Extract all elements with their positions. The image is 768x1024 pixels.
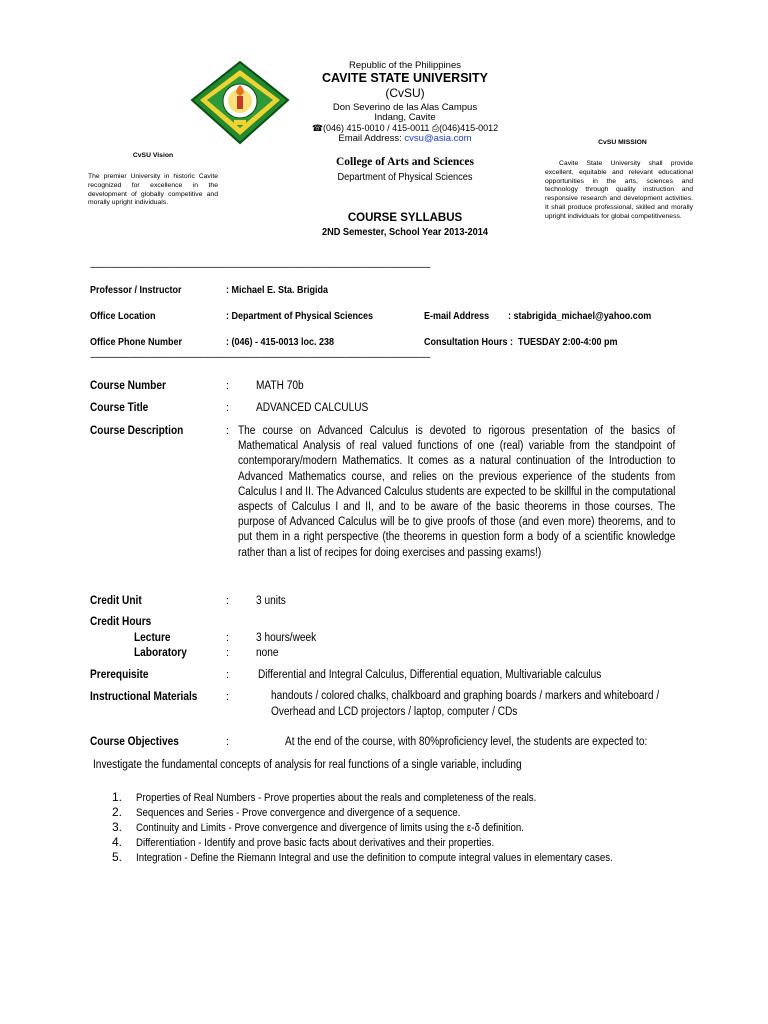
colon: : — [226, 669, 230, 681]
objectives-lead: Investigate the fundamental concepts of analysis for real functions of a single variable, including — [93, 759, 522, 771]
campus-text: Don Severino de las Alas Campus — [332, 102, 478, 113]
credit-unit-value: 3 units — [256, 595, 286, 607]
laboratory-value: none — [256, 647, 279, 659]
course-objectives-label: Course Objectives — [90, 736, 179, 748]
list-number: 5. — [112, 850, 123, 864]
prerequisite-label: Prerequisite — [90, 669, 149, 681]
credit-hours-label: Credit Hours — [90, 616, 152, 628]
list-text: Properties of Real Numbers - Prove properties about the reals and completeness of the reals. — [136, 792, 537, 804]
list-item — [112, 805, 712, 820]
office-phone-label: Office Phone Number — [90, 337, 183, 348]
list-number: 4. — [112, 835, 123, 849]
office-location-label: Office Location — [90, 311, 156, 322]
list-number: 2. — [112, 805, 123, 819]
prerequisite-value: Differential and Integral Calculus, Differential equation, Multivariable calculus — [258, 669, 602, 681]
document-title: COURSE SYLLABUS — [347, 212, 463, 224]
list-text: Differentiation - Identify and prove basic facts about derivatives and their properties. — [136, 837, 495, 849]
list-text: Integration - Define the Riemann Integral and use the definition to compute integral values in elementary cases. — [136, 852, 613, 864]
vision-title: CvSU Vision — [132, 152, 174, 159]
course-description-label: Course Description — [90, 425, 184, 437]
colon: : — [226, 691, 230, 703]
colon: : — [226, 402, 230, 414]
lecture-label: Lecture — [134, 632, 171, 644]
town-text: Indang, Cavite — [374, 112, 436, 123]
list-item — [112, 850, 712, 865]
email-link[interactable]: cvsu@asia.com — [404, 133, 472, 144]
colon: : — [226, 632, 230, 644]
colon: : — [226, 425, 230, 437]
course-title-value: ADVANCED CALCULUS — [256, 402, 369, 414]
list-item — [112, 790, 712, 805]
email-address-value: : stabrigida_michael@yahoo.com — [508, 311, 652, 322]
colon: : — [226, 380, 230, 392]
course-number-value: MATH 70b — [256, 380, 304, 392]
republic-text: Republic of the Philippines — [349, 60, 461, 71]
colon: : — [226, 647, 230, 659]
list-text: Continuity and Limits - Prove convergence and divergence of limits using the ε-δ definition. — [136, 822, 524, 834]
semester-text: 2ND Semester, School Year 2013-2014 — [321, 227, 489, 238]
office-phone-value: : (046) - 415-0013 loc. 238 — [226, 337, 335, 348]
consultation-hours-value: TUESDAY 2:00-4:00 pm — [518, 337, 618, 348]
objectives-intro: At the end of the course, with 80%proficiency level, the students are expected to: — [285, 736, 648, 748]
consultation-hours-label: Consultation Hours : — [424, 337, 514, 348]
credit-unit-label: Credit Unit — [90, 595, 142, 607]
colon: : — [226, 595, 230, 607]
materials-line-2: Overhead and LCD projectors / laptop, computer / CDs — [271, 706, 518, 718]
objectives-list — [112, 790, 712, 865]
mission-text: Cavite State University shall provide excellent, equitable and relevant educational opportunities in the arts, sciences and technology through quality instruction and responsive research and development activities. It shall produce professional, skilled and morally upright individuals for global competitiveness. — [545, 160, 693, 220]
professor-label: Professor / Instructor — [90, 285, 182, 296]
divider-top: ------------------------------------------------------------------------------------------------------------------------------------------------------------------ — [90, 262, 430, 272]
divider-bottom: ------------------------------------------------------------------------------------------------------------------------------------------------------------------ — [90, 352, 430, 362]
department-name: Department of Physical Sciences — [337, 172, 473, 183]
course-description-text: The course on Advanced Calculus is devoted to rigorous presentation of the basics of Mathematical Analysis of real valued functions of one (real) variable from the standpoint of contemporary/modern Mathematics. It comes as a natural continuation of the Introduction to Advanced Mathematics course, and relies on the previous experience of the students from Calculus I and II. The Advanced Calculus students are expected to be skillful in the computational aspects of Calculus I and II, and to be aware of the basic theorems in those courses. The purpose of Advanced Calculus will be to give proofs of those (and even more) theorems, and to put them in a right perspective (the theorems in question form a body of a scientific knowledge rather than a list of recipes for doing exercises and passing exams!) — [238, 425, 676, 559]
college-name: College of Arts and Sciences — [336, 156, 474, 168]
university-name: CAVITE STATE UNIVERSITY — [322, 71, 488, 85]
laboratory-label: Laboratory — [134, 647, 187, 659]
university-abbr: (CvSU) — [385, 86, 425, 100]
professor-value: : Michael E. Sta. Brigida — [226, 285, 329, 296]
list-text: Sequences and Series - Prove convergence and divergence of a sequence. — [136, 807, 461, 819]
email-label: Email Address: — [338, 133, 402, 144]
course-number-label: Course Number — [90, 380, 166, 392]
list-number: 3. — [112, 820, 123, 834]
phone-text: ☎(046) 415-0010 / 415-0011 ⎙(046)415-0012 — [311, 123, 499, 133]
office-location-value: : Department of Physical Sciences — [226, 311, 374, 322]
list-item — [112, 835, 712, 850]
lecture-value: 3 hours/week — [256, 632, 317, 644]
course-title-label: Course Title — [90, 402, 149, 414]
materials-line-1: handouts / colored chalks, chalkboard and graphing boards / markers and whiteboard / — [271, 690, 660, 702]
email-line — [290, 133, 520, 144]
list-item — [112, 820, 712, 835]
email-address-label: E-mail Address — [424, 311, 490, 322]
list-number: 1. — [112, 790, 123, 804]
colon: : — [226, 736, 230, 748]
mission-title: CvSU MISSION — [598, 139, 647, 146]
instructional-materials-label: Instructional Materials — [90, 691, 198, 703]
vision-text: The premier University in historic Cavite recognized for excellence in the development of globally competitive and morally upright individuals. — [88, 173, 218, 207]
